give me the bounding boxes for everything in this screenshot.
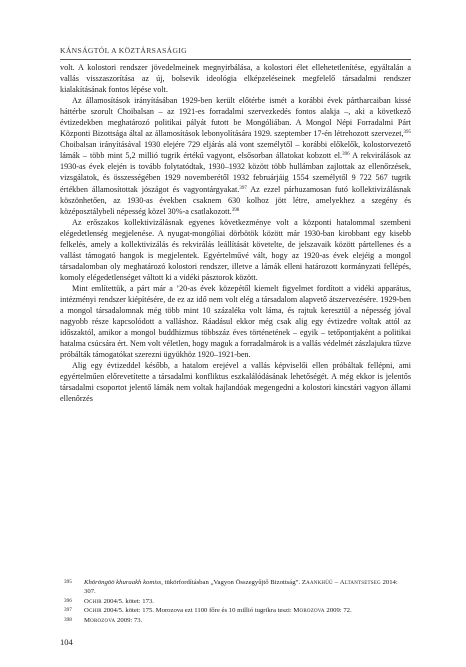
footnote-ref: 396: [342, 152, 350, 158]
paragraph: [60, 360, 411, 404]
text-run: 2014: 307.: [84, 579, 398, 596]
text-run: Az államosítások irányításában 1929-ben került előtérbe ismét a korábbi évek pártharcaiban kissé háttérbe szorult Choibalsan – az 1921-es forradalmi szervezkedés fontos alakja –, aki a következő évtizedekben meghatározó politikai pályát futott be Mongóliában. A Mongol Népi Forradalmi Párt Központi Bizottsága által az államosítások lebonyolítására 1929. szeptember 17-én létrehozott szervezet,: [60, 96, 411, 139]
footnote: [60, 597, 411, 606]
footnote-ref: 397: [239, 185, 247, 191]
text-run: Morozova: [293, 607, 325, 615]
text-run: Az ezzel párhuzamosan futó kollektivizálásnak köszönhetően, az 1930-as években csaknem 630 kolhoz jött létre, amelyekhez a szegény és középosztálybeli népesség közel 30%-a csatlakozott.: [60, 184, 411, 216]
footnote: [60, 578, 411, 597]
text-run: Mint említettük, a párt már a ’20-as évek közepétől kiemelt figyelmet fordított a vidéki apparátus, intézményi rendszer kiépítésére, de ez az idő nem volt elég a társadalom alapvető átszervezésére. 1929-ben a mongol társadalomnak még több mint 10 százaléka volt láma, és rajtuk keresztül a népesség jóval nagyobb része kapcsolódott a valláshoz. Ráadásul ekkor még csak alig egy évtizedre voltak attól az időszaktól, amikor a mongol buddhizmus többszáz éves történetének – egyik – tetőpontjaként a politikai hatalma csúcsára ért. Nem volt véletlen, hogy maguk a forradalmárok is a vallás védelmét zászlajukra tűzve próbálták támogatókat szerezni ügyükhöz 1920–1921-ben.: [60, 283, 411, 360]
header-rule: [60, 59, 411, 60]
text-run: Zaankhüü – Altantsetseg: [301, 579, 381, 586]
text-run: Ochir: [84, 607, 102, 615]
paragraph: [60, 283, 411, 360]
paragraph: [60, 95, 411, 217]
footnote: [60, 606, 411, 615]
text-run: volt. A kolostori rendszer jövedelmeinek megnyirbálása, a kolostori élet ellehetetlenítése, egyáltalán a vallás visszaszorítása az új, bolsevik ideológia elképzeléseinek megfelelő társadalmi rendszer kialakításának fontos lépése volt.: [60, 63, 411, 95]
body-text: [60, 62, 411, 404]
text-run: 2004/5. kötet: 173.: [101, 597, 154, 605]
text-run: Ochir: [84, 597, 102, 605]
text-run: Az erőszakos kollektivizálásnak egyenes következménye volt a központi hatalommal szembeni elégedetlenség megjelenése. A nyugat-mongóliai dörbötök között már 1930-ban kirobbant egy kisebb felkelés, amely a kollektivizálás és rekvirálás leállítását követelte, de jelszavaik között pártellenes és a vallást támogató hangok is megjelentek. Egyértelművé vált, hogy az 1920-as évek elejéig a mongol társadalomban oly meghatározó kolostori rendszer, illetve a lámák elleni határozott kormányzati fellépés, komoly elégedetlenséget váltott ki a vidéki pásztorok között.: [60, 217, 411, 282]
page-number: 104: [60, 637, 73, 647]
text-run: Choibalsan irányításával 1930 elejére 729 eljárás alá vont személytől – korábbi előkelők, kolostorvezető lámák – több mint 5,2 millió tugrik értékű vagyont, elsősorban állatokat kobzott el.: [60, 140, 411, 161]
text-run: 2004/5. kötet: 175. Morozova ezt 1100 főre és 10 millió tugrikra teszi:: [101, 607, 294, 615]
running-head: KÁNSÁGTÓL A KÖZTÁRSASÁGIG: [60, 46, 188, 55]
footnote-number: 398: [64, 616, 72, 623]
text-run: A rekvirálások az 1930-as évek elején is tovább folytatódtak, 1930–1932 között több hullámban zajlottak az ellenőrzések, vizsgálatok, és összességében 1929 novemberétől 1932 februárjáig 1554 személytől 9 722 567 tugrik értékben államosítottak jószágot és vagyontárgyakat.: [60, 151, 412, 194]
footnote-ref: 395: [403, 130, 411, 136]
text-run: Khöröngöö khuraakh komiss: [84, 579, 162, 586]
footnote: [60, 616, 411, 625]
footnote-number: 395: [64, 579, 72, 585]
footnote-number: 396: [64, 597, 72, 604]
text-run: Morozova: [84, 616, 116, 624]
text-run: Alig egy évtizeddel később, a hatalom erejével a vallás képviselői ellen próbáltak fellépni, ami egyértelműen előrevetítette a társadalmi konfliktus eszkalálódásának lehetőségét. A még ekkor is jelentős társadalmi csoportot jelentő lámák nem voltak hajlandóak megengedni a kolostori kincstári vagyon állami ellenőrzés: [60, 361, 411, 404]
text-run: , tükörfordításban „Vagyon Összegyűjtő Bizottság”.: [161, 579, 302, 586]
paragraph: [60, 217, 411, 283]
text-run: 2009: 73.: [115, 616, 143, 624]
footnotes: [60, 578, 411, 625]
paragraph: [60, 62, 411, 95]
footnote-number: 397: [64, 607, 72, 614]
text-run: 2009: 72.: [324, 607, 352, 615]
footnote-ref: 398: [231, 207, 240, 213]
